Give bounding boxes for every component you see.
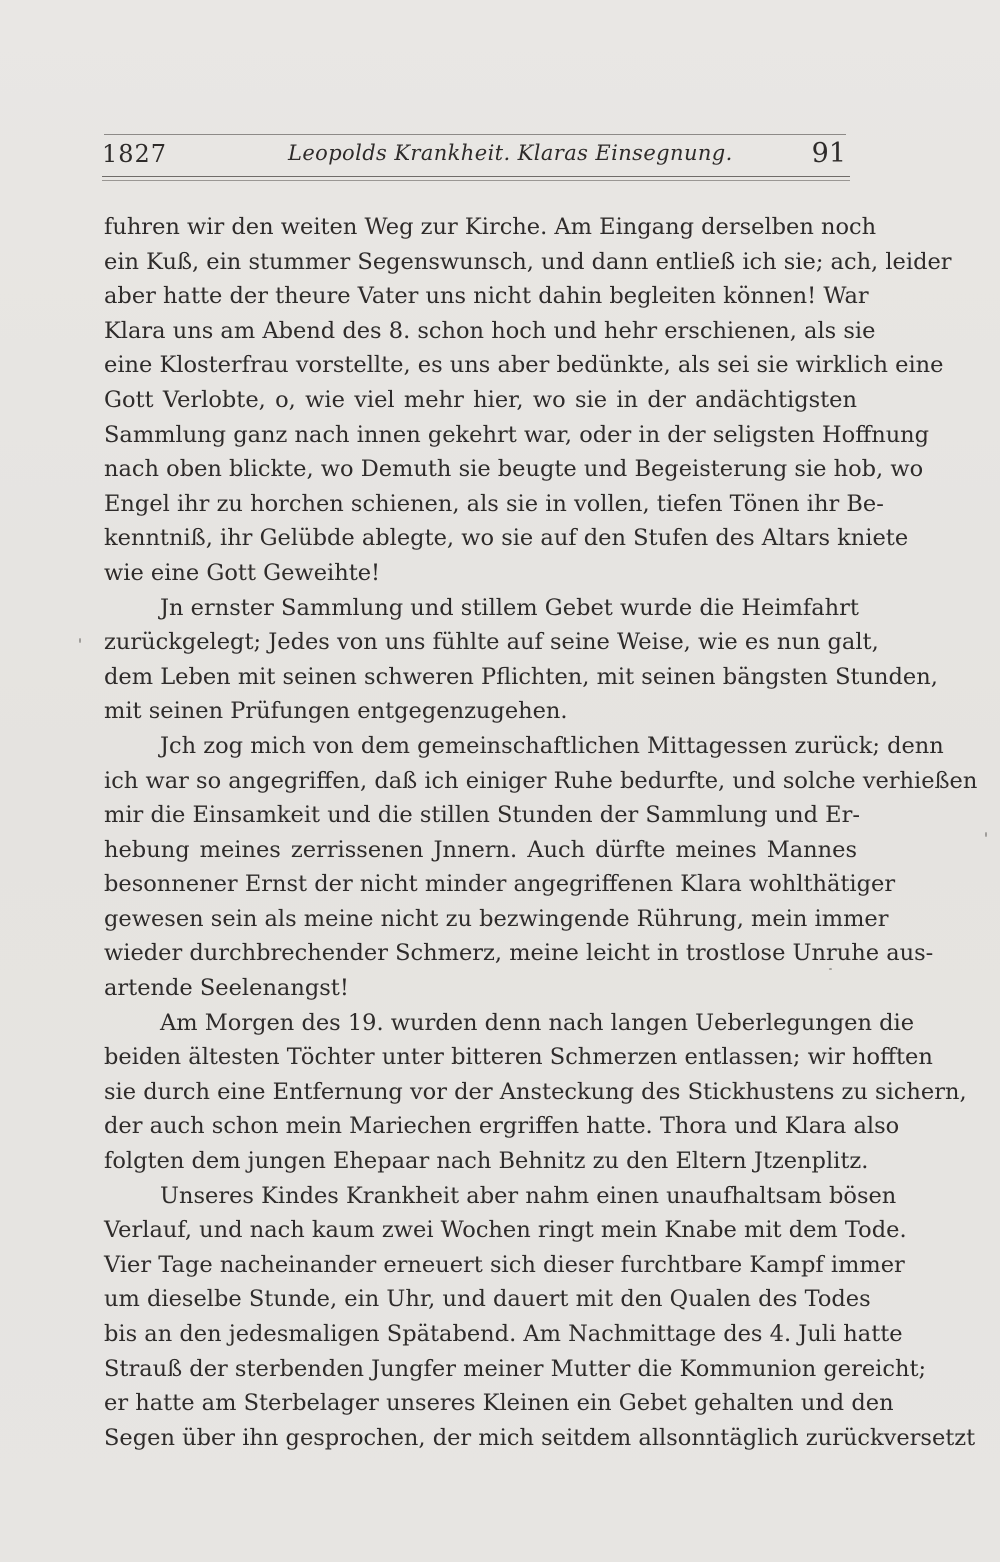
body-text bbox=[104, 210, 978, 1455]
text-line: Verlauf, und nach kaum zwei Wochen ringt mein Knabe mit dem Tode. bbox=[104, 1217, 907, 1244]
text-line: Segen über ihn gesprochen, der mich seitdem allsonntäglich zurückversetzt bbox=[104, 1424, 976, 1451]
text-line: Klara uns am Abend des 8. schon hoch und hehr erschienen, als sie bbox=[104, 317, 876, 344]
header-rule-thin bbox=[102, 180, 850, 181]
text-line: Unseres Kindes Krankheit aber nahm einen unaufhaltsam bösen bbox=[160, 1182, 897, 1209]
text-line: dem Leben mit seinen schweren Pflichten, mit seinen bängsten Stunden, bbox=[104, 663, 938, 690]
text-line: Jn ernster Sammlung und stillem Gebet wurde die Heimfahrt bbox=[160, 594, 859, 621]
text-line: Gott Verlobte, o, wie viel mehr hier, wo sie in der andächtigsten bbox=[104, 386, 857, 413]
paper-fleck bbox=[79, 638, 81, 643]
header-title: Leopolds Krankheit. Klaras Einsegnung. bbox=[288, 141, 733, 165]
text-line: nach oben blickte, wo Demuth sie beugte und Begeisterung sie hob, wo bbox=[104, 456, 924, 483]
text-line: sie durch eine Entfernung vor der Ansteckung des Stickhustens zu sichern, bbox=[104, 1078, 967, 1105]
text-line: wieder durchbrechender Schmerz, meine leicht in trostlose Unruhe aus- bbox=[104, 940, 934, 967]
text-line: Vier Tage nacheinander erneuert sich dieser furchtbare Kampf immer bbox=[104, 1251, 905, 1278]
text-line: bis an den jedesmaligen Spätabend. Am Nachmittage des 4. Juli hatte bbox=[104, 1321, 903, 1347]
text-line: gewesen sein als meine nicht zu bezwingende Rührung, mein immer bbox=[104, 905, 889, 932]
text-line: um dieselbe Stunde, ein Uhr, und dauert mit den Qualen des Todes bbox=[104, 1286, 871, 1313]
text-line: Engel ihr zu horchen schienen, als sie in vollen, tiefen Tönen ihr Be- bbox=[104, 490, 884, 517]
text-line: eine Klosterfrau vorstellte, es uns aber bedünkte, als sei sie wirklich eine bbox=[104, 352, 944, 379]
text-line: ein Kuß, ein stummer Segenswunsch, und dann entließ ich sie; ach, leider bbox=[104, 248, 952, 275]
text-line: hebung meines zerrissenen Jnnern. Auch dürfte meines Mannes bbox=[104, 836, 857, 863]
page-number: 91 bbox=[811, 138, 846, 169]
text-line: Sammlung ganz nach innen gekehrt war, oder in der seligsten Hoffnung bbox=[104, 421, 930, 448]
text-line: ich war so angegriffen, daß ich einiger Ruhe bedurfte, und solche verhießen bbox=[104, 767, 978, 794]
text-line: folgten dem jungen Ehepaar nach Behnitz zu den Eltern Jtzenplitz. bbox=[104, 1148, 869, 1175]
text-line: fuhren wir den weiten Weg zur Kirche. Am Eingang derselben noch bbox=[104, 214, 877, 240]
text-line: Strauß der sterbenden Jungfer meiner Mutter die Kommunion gereicht; bbox=[104, 1355, 927, 1382]
text-line: beiden ältesten Töchter unter bitteren Schmerzen entlassen; wir hofften bbox=[104, 1044, 933, 1071]
text-line: Am Morgen des 19. wurden denn nach langen Ueberlegungen die bbox=[160, 1009, 915, 1036]
header-rule bbox=[102, 176, 850, 177]
text-line: er hatte am Sterbelager unseres Kleinen ein Gebet gehalten und den bbox=[104, 1390, 894, 1417]
text-line: zurückgelegt; Jedes von uns fühlte auf seine Weise, wie es nun galt, bbox=[104, 629, 879, 656]
paper-fleck bbox=[829, 968, 832, 970]
text-line: der auch schon mein Mariechen ergriffen hatte. Thora und Klara also bbox=[104, 1113, 900, 1140]
running-head bbox=[102, 132, 850, 182]
header-rule-top bbox=[104, 134, 846, 135]
header-year: 1827 bbox=[102, 140, 168, 168]
text-line: wie eine Gott Geweihte! bbox=[104, 559, 381, 586]
text-line: mit seinen Prüfungen entgegenzugehen. bbox=[104, 698, 568, 725]
text-line: mir die Einsamkeit und die stillen Stunden der Sammlung und Er- bbox=[104, 802, 860, 829]
text-line: besonnener Ernst der nicht minder angegriffenen Klara wohlthätiger bbox=[104, 871, 896, 898]
paper-fleck bbox=[985, 832, 987, 837]
text-line: artende Seelenangst! bbox=[104, 975, 349, 1002]
text-line: Jch zog mich von dem gemeinschaftlichen Mittagessen zurück; denn bbox=[160, 732, 944, 759]
text-line: aber hatte der theure Vater uns nicht dahin begleiten können! War bbox=[104, 283, 869, 310]
text-line: kenntniß, ihr Gelübde ablegte, wo sie auf den Stufen des Altars kniete bbox=[104, 525, 909, 552]
